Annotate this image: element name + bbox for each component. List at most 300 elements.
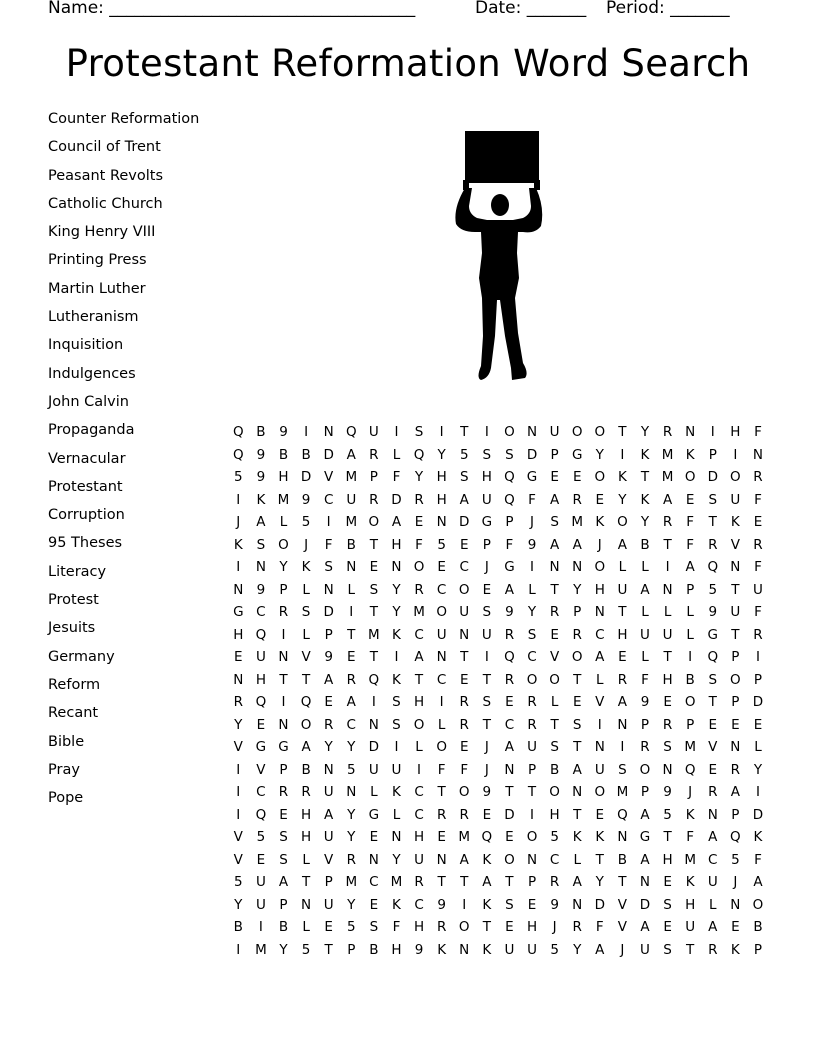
grid-letter: T <box>369 604 378 620</box>
grid-letter: A <box>595 941 605 958</box>
grid-letter: N <box>391 559 402 575</box>
grid-letter: Q <box>707 649 719 665</box>
grid-letter: D <box>594 896 605 913</box>
grid-letter: E <box>505 694 514 710</box>
protester-holding-sign-icon <box>445 128 555 383</box>
grid-letter: E <box>256 716 266 733</box>
grid-letter: U <box>368 424 379 440</box>
grid-letter: O <box>594 559 606 575</box>
grid-letter: T <box>437 784 446 800</box>
grid-letter: M <box>390 874 403 890</box>
word-list-item: Counter Reformation <box>48 111 200 127</box>
grid-letter: R <box>459 716 469 733</box>
grid-letter: E <box>256 851 266 868</box>
grid-letter: L <box>550 694 559 710</box>
grid-letter: T <box>460 424 469 440</box>
grid-letter: 9 <box>482 784 492 800</box>
word-list-item: Jesuits <box>48 620 96 637</box>
grid-letter: A <box>640 581 650 598</box>
grid-letter: A <box>504 739 515 755</box>
grid-letter: Y <box>279 941 288 958</box>
grid-letter: D <box>368 739 380 755</box>
grid-letter: B <box>549 761 560 778</box>
grid-letter: L <box>370 784 378 800</box>
grid-letter: E <box>572 694 582 710</box>
grid-letter: R <box>640 739 650 755</box>
grid-letter: N <box>368 851 379 868</box>
grid-letter: O <box>639 761 651 778</box>
grid-letter: M <box>661 446 674 463</box>
grid-letter: B <box>301 446 311 463</box>
grid-letter: T <box>731 581 740 598</box>
grid-letter: V <box>617 896 628 913</box>
grid-letter: R <box>346 671 356 688</box>
grid-letter: N <box>526 424 538 440</box>
grid-letter: I <box>484 649 489 665</box>
grid-letter: L <box>618 559 627 575</box>
grid-letter: 5 <box>346 919 356 935</box>
grid-letter: K <box>730 514 740 530</box>
grid-letter: A <box>459 491 469 508</box>
grid-letter: R <box>753 536 763 553</box>
grid-letter: H <box>278 469 289 485</box>
grid-letter: A <box>549 491 560 508</box>
student-info-header <box>48 0 768 20</box>
grid-letter: O <box>594 469 606 485</box>
grid-letter: P <box>731 649 740 665</box>
grid-letter: N <box>436 851 447 868</box>
grid-letter: Y <box>279 559 288 575</box>
grid-letter: L <box>596 671 604 688</box>
grid-letter: 5 <box>550 829 559 845</box>
grid-letter: I <box>688 649 693 665</box>
grid-letter: P <box>527 874 537 890</box>
grid-letter: A <box>617 694 628 710</box>
grid-letter: M <box>616 784 629 800</box>
word-list-item: Indulgences <box>48 365 136 382</box>
grid-letter: 5 <box>234 469 243 485</box>
grid-letter: L <box>279 514 288 530</box>
grid-letter: C <box>527 649 537 665</box>
grid-letter: N <box>707 806 718 823</box>
grid-letter: H <box>413 919 425 935</box>
grid-letter: U <box>617 581 628 598</box>
grid-letter: N <box>730 896 741 913</box>
grid-letter: U <box>640 941 650 958</box>
grid-letter: Y <box>753 761 763 778</box>
grid-letter: 9 <box>505 604 514 620</box>
grid-letter: G <box>233 604 244 620</box>
grid-letter: U <box>730 491 741 508</box>
grid-letter: E <box>685 491 695 508</box>
grid-letter: N <box>504 761 515 778</box>
grid-letter: B <box>346 536 356 553</box>
grid-letter: O <box>752 896 764 913</box>
grid-letter: E <box>505 919 514 935</box>
grid-letter: D <box>391 491 402 508</box>
grid-letter: F <box>528 491 536 508</box>
grid-letter: Q <box>255 694 267 710</box>
grid-letter: U <box>255 874 266 890</box>
grid-letter: Q <box>730 829 741 845</box>
grid-letter: U <box>662 626 673 643</box>
grid-letter: H <box>255 671 266 688</box>
grid-letter: N <box>233 581 244 598</box>
grid-letter: U <box>323 829 334 845</box>
grid-letter: F <box>754 559 762 575</box>
grid-letter: O <box>730 469 741 485</box>
grid-letter: U <box>255 896 266 913</box>
grid-letter: L <box>302 919 310 935</box>
grid-letter: R <box>323 716 334 733</box>
grid-letter: A <box>346 694 356 710</box>
grid-letter: J <box>484 761 489 778</box>
grid-letter: Q <box>504 469 515 485</box>
grid-letter: J <box>733 874 738 890</box>
grid-letter: H <box>594 581 605 598</box>
grid-letter: E <box>505 829 514 845</box>
grid-letter: A <box>753 874 763 890</box>
word-list-item: Bible <box>48 733 85 750</box>
grid-letter: H <box>301 806 312 823</box>
grid-letter: K <box>392 784 401 800</box>
grid-letter: E <box>324 694 333 710</box>
name-field[interactable]: Name: ____________________________________ <box>48 0 416 18</box>
grid-letter: H <box>436 469 447 485</box>
grid-letter: I <box>349 604 354 620</box>
grid-letter: L <box>573 851 581 868</box>
grid-letter: I <box>258 919 263 935</box>
grid-letter: G <box>526 469 538 485</box>
grid-letter: U <box>753 581 763 598</box>
grid-letter: D <box>459 514 470 530</box>
grid-letter: O <box>278 536 289 553</box>
grid-letter: A <box>572 536 582 553</box>
grid-letter: N <box>662 761 673 778</box>
grid-letter: B <box>233 919 243 935</box>
grid-letter: 9 <box>279 424 288 440</box>
grid-letter: O <box>526 829 538 845</box>
word-list-item: Martin Luther <box>48 280 146 297</box>
grid-letter: K <box>685 446 695 463</box>
grid-letter: K <box>482 941 492 958</box>
period-field[interactable]: Period: _______ <box>606 0 730 18</box>
grid-letter: S <box>550 739 559 755</box>
grid-letter: T <box>663 536 672 553</box>
word-list-item: Protest <box>48 592 99 609</box>
word-bank <box>48 109 218 816</box>
word-list-item: Recant <box>48 705 99 722</box>
word-list-item: Protestant <box>48 478 123 495</box>
grid-letter: S <box>256 536 266 553</box>
grid-letter: U <box>594 761 605 778</box>
grid-letter: P <box>279 761 288 778</box>
grid-letter: O <box>504 851 515 868</box>
grid-letter: Y <box>347 739 356 755</box>
grid-letter: N <box>323 581 334 598</box>
grid-letter: H <box>730 424 741 440</box>
grid-letter: O <box>684 694 696 710</box>
grid-letter: K <box>730 941 740 958</box>
grid-letter: P <box>573 604 582 620</box>
grid-letter: F <box>437 761 446 778</box>
grid-letter: P <box>753 941 763 958</box>
grid-letter: E <box>437 559 446 575</box>
grid-letter: R <box>617 671 628 688</box>
grid-letter: F <box>324 536 333 553</box>
grid-letter: C <box>414 784 424 800</box>
grid-letter: A <box>617 536 628 553</box>
grid-letter: R <box>549 874 560 890</box>
grid-letter: I <box>733 446 738 463</box>
grid-letter: N <box>301 896 312 913</box>
grid-letter: A <box>391 514 402 530</box>
grid-letter: V <box>730 536 740 553</box>
grid-letter: J <box>597 536 602 553</box>
grid-letter: R <box>753 469 763 485</box>
grid-letter: T <box>301 671 311 688</box>
grid-letter: O <box>413 559 425 575</box>
grid-letter: T <box>550 581 559 598</box>
date-field[interactable]: Date: _______ <box>475 0 587 18</box>
grid-letter: 5 <box>731 851 740 868</box>
grid-letter: 9 <box>324 649 333 665</box>
grid-letter: P <box>324 626 333 643</box>
grid-letter: U <box>640 626 650 643</box>
grid-letter: J <box>484 559 489 575</box>
grid-letter: 9 <box>256 446 266 463</box>
grid-letter: E <box>663 919 672 935</box>
grid-letter: A <box>572 761 582 778</box>
grid-letter: A <box>414 649 424 665</box>
grid-letter: 9 <box>663 784 672 800</box>
grid-letter: A <box>730 784 740 800</box>
grid-letter: R <box>549 604 560 620</box>
grid-letter: A <box>640 851 650 868</box>
grid-letter: F <box>754 491 762 508</box>
grid-letter: O <box>413 716 425 733</box>
grid-letter: Y <box>640 424 650 440</box>
grid-letter: T <box>369 536 378 553</box>
grid-letter: Y <box>437 446 446 463</box>
grid-letter: Q <box>232 446 244 463</box>
grid-letter: R <box>527 716 537 733</box>
grid-letter: V <box>233 739 243 755</box>
grid-letter: L <box>437 716 446 733</box>
grid-letter: M <box>345 469 358 485</box>
grid-letter: U <box>391 761 402 778</box>
grid-letter: E <box>572 469 582 485</box>
grid-letter: E <box>369 559 379 575</box>
grid-letter: P <box>482 536 491 553</box>
grid-letter: R <box>233 694 243 710</box>
grid-letter: L <box>754 739 762 755</box>
grid-letter: S <box>392 716 401 733</box>
grid-letter: E <box>595 491 605 508</box>
grid-letter: Y <box>595 874 604 890</box>
word-list-item: Inquisition <box>48 337 124 354</box>
grid-letter: S <box>369 581 379 598</box>
grid-letter: Y <box>347 896 356 913</box>
grid-letter: N <box>526 851 538 868</box>
grid-letter: S <box>527 626 537 643</box>
grid-letter: R <box>504 671 515 688</box>
grid-letter: J <box>688 784 693 800</box>
grid-letter: S <box>550 514 559 530</box>
grid-letter: N <box>233 671 244 688</box>
grid-letter: K <box>640 491 650 508</box>
grid-letter: Q <box>413 446 425 463</box>
grid-letter: K <box>392 896 401 913</box>
grid-letter: 9 <box>256 469 266 485</box>
grid-letter: E <box>279 806 288 823</box>
grid-letter: Y <box>392 851 401 868</box>
grid-letter: E <box>437 829 446 845</box>
grid-letter: O <box>368 514 380 530</box>
grid-letter: T <box>369 649 378 665</box>
grid-letter: E <box>663 874 672 890</box>
word-list-item: Pray <box>48 761 80 778</box>
grid-letter: Q <box>707 559 719 575</box>
grid-letter: B <box>256 424 266 440</box>
grid-letter: M <box>277 491 290 508</box>
grid-letter: U <box>255 649 266 665</box>
grid-letter: 5 <box>346 761 356 778</box>
grid-letter: J <box>484 739 489 755</box>
word-list-item: Pope <box>48 790 84 807</box>
grid-letter: N <box>752 446 763 463</box>
grid-letter: N <box>436 514 447 530</box>
grid-letter: T <box>437 874 446 890</box>
grid-letter: B <box>640 536 650 553</box>
grid-letter: R <box>436 919 447 935</box>
grid-letter: M <box>684 739 696 755</box>
grid-letter: H <box>413 829 425 845</box>
grid-letter: K <box>617 469 627 485</box>
grid-letter: R <box>572 919 582 935</box>
grid-letter: O <box>504 424 515 440</box>
grid-letter: B <box>278 446 289 463</box>
grid-letter: T <box>482 716 491 733</box>
grid-letter: S <box>663 941 672 958</box>
grid-letter: N <box>346 784 357 800</box>
grid-letter: T <box>460 874 469 890</box>
grid-letter: 5 <box>301 514 311 530</box>
grid-letter: E <box>663 694 672 710</box>
grid-letter: L <box>709 896 717 913</box>
grid-letter: F <box>392 919 401 935</box>
grid-letter: G <box>707 626 718 643</box>
grid-letter: A <box>549 536 560 553</box>
grid-letter: O <box>594 784 606 800</box>
grid-letter: K <box>595 829 605 845</box>
word-list-item: Catholic Church <box>48 195 163 212</box>
grid-letter: M <box>368 626 380 643</box>
grid-letter: 5 <box>459 446 469 463</box>
grid-letter: I <box>530 806 534 823</box>
grid-letter: O <box>684 469 696 485</box>
grid-letter: E <box>527 896 537 913</box>
grid-letter: M <box>345 514 358 530</box>
grid-letter: A <box>346 446 356 463</box>
grid-letter: E <box>618 649 627 665</box>
grid-letter: L <box>686 604 694 620</box>
grid-letter: Q <box>617 806 628 823</box>
grid-letter: S <box>414 424 424 440</box>
grid-letter: L <box>528 581 536 598</box>
grid-letter: T <box>414 671 424 688</box>
grid-letter: A <box>324 671 334 688</box>
word-list-item: Germany <box>48 648 115 665</box>
grid-letter: L <box>641 559 649 575</box>
grid-letter: I <box>462 896 467 913</box>
grid-letter: T <box>731 626 740 643</box>
grid-letter: N <box>617 716 628 733</box>
grid-letter: F <box>686 514 695 530</box>
grid-letter: A <box>640 919 650 935</box>
grid-letter: Q <box>232 424 244 440</box>
grid-letter: Q <box>368 671 380 688</box>
grid-letter: N <box>730 559 741 575</box>
grid-letter: D <box>752 694 764 710</box>
grid-letter: P <box>731 694 740 710</box>
grid-letter: O <box>436 739 447 755</box>
grid-letter: C <box>549 851 560 868</box>
grid-letter: R <box>504 626 515 643</box>
grid-letter: R <box>572 491 582 508</box>
grid-letter: O <box>458 919 470 935</box>
grid-letter: F <box>641 671 649 688</box>
grid-letter: N <box>459 626 470 643</box>
grid-letter: T <box>527 784 537 800</box>
grid-letter: P <box>686 581 695 598</box>
word-list-item: Peasant Revolts <box>48 167 164 184</box>
grid-letter: C <box>414 896 424 913</box>
grid-letter: Y <box>573 581 582 598</box>
grid-letter: S <box>459 469 469 485</box>
grid-letter: N <box>730 739 741 755</box>
grid-letter: S <box>663 739 672 755</box>
grid-letter: E <box>414 514 424 530</box>
grid-letter: R <box>278 604 289 620</box>
grid-letter: T <box>279 671 288 688</box>
grid-letter: I <box>304 424 309 440</box>
grid-letter: G <box>571 446 583 463</box>
grid-letter: I <box>236 784 241 800</box>
grid-letter: S <box>301 604 311 620</box>
grid-letter: 9 <box>414 941 424 958</box>
grid-letter: B <box>685 671 695 688</box>
grid-letter: T <box>640 469 650 485</box>
grid-letter: U <box>323 784 334 800</box>
grid-letter: F <box>460 761 469 778</box>
grid-letter: R <box>662 514 673 530</box>
grid-letter: R <box>753 626 763 643</box>
grid-letter: U <box>459 604 470 620</box>
grid-letter: R <box>369 446 379 463</box>
grid-letter: A <box>504 581 515 598</box>
grid-letter: G <box>504 559 515 575</box>
grid-letter: T <box>663 649 672 665</box>
grid-letter: H <box>391 941 402 958</box>
grid-letter: Y <box>234 896 243 913</box>
grid-letter: H <box>391 536 402 553</box>
grid-letter: 5 <box>708 581 718 598</box>
grid-letter: I <box>417 761 422 778</box>
grid-letter: 9 <box>640 694 650 710</box>
grid-letter: L <box>302 626 310 643</box>
grid-letter: I <box>236 491 241 508</box>
